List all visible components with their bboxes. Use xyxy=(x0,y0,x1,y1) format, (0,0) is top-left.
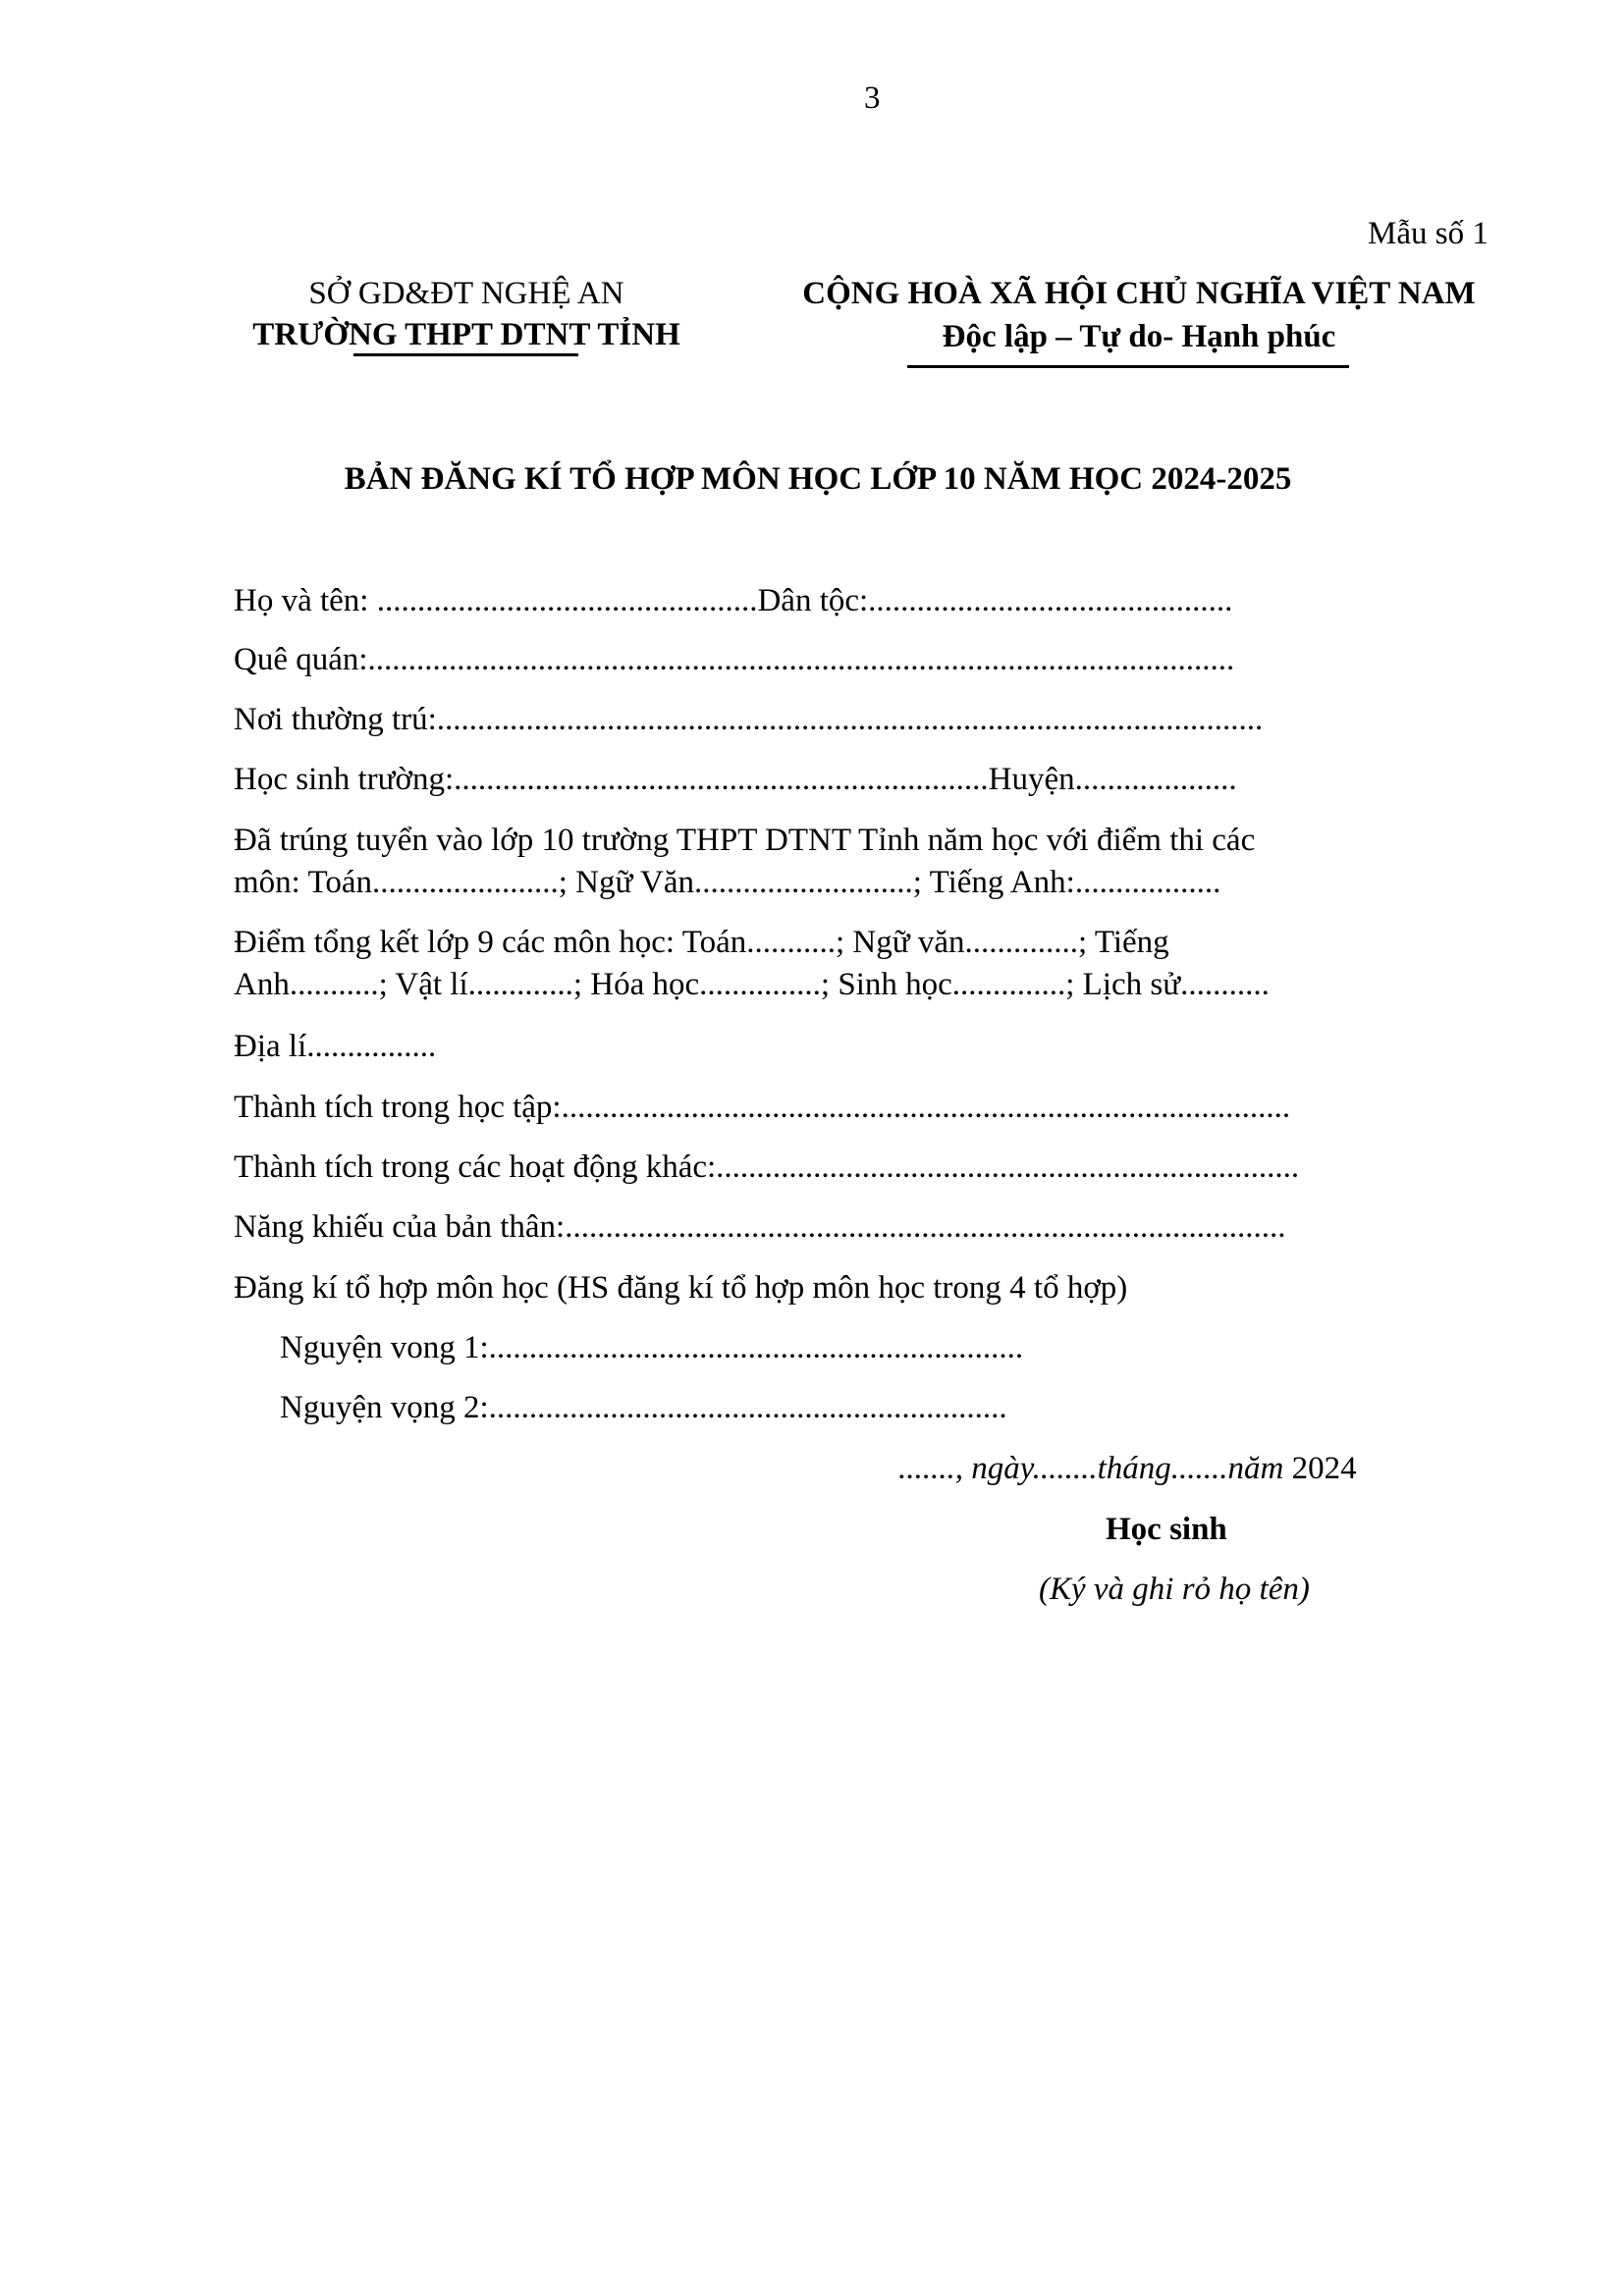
field-talents[interactable]: Năng khiếu của bản thân:......................................................................................... xyxy=(234,1209,1286,1245)
department-name: SỞ GD&ĐT NGHỆ AN xyxy=(308,276,624,311)
field-geography-score[interactable]: Địa lí................ xyxy=(234,1029,437,1064)
field-full-name-ethnicity[interactable]: Họ và tên: ...............................................Dân tộc:............................................. xyxy=(234,583,1233,618)
school-name: TRƯỜNG THPT DTNT TỈNH xyxy=(252,317,680,352)
form-title: BẢN ĐĂNG KÍ TỔ HỢP MÔN HỌC LỚP 10 NĂM HỌC 2024-2025 xyxy=(344,461,1292,497)
field-residence[interactable]: Nơi thường trú:...................................................................................................... xyxy=(234,702,1264,737)
signer-role: Học sinh xyxy=(1106,1512,1227,1547)
field-preference-1[interactable]: Nguyện vong 1:.................................................................. xyxy=(280,1330,1024,1365)
field-grade9-scores[interactable]: Anh...........; Vật lí.............; Hóa học...............; Sinh học..............; Lịch sử........... xyxy=(234,967,1270,1002)
admission-statement: Đã trúng tuyển vào lớp 10 trường THPT DTNT Tỉnh năm học với điểm thi các xyxy=(234,823,1256,858)
field-entrance-scores[interactable]: môn: Toán.......................; Ngữ Văn...........................; Tiếng Anh:.................. xyxy=(234,865,1221,900)
date-prefix: ......., ngày........tháng.......năm xyxy=(898,1451,1292,1486)
national-motto: Độc lập – Tự do- Hạnh phúc xyxy=(942,319,1336,354)
field-hometown[interactable]: Quê quán:........................................................................................................... xyxy=(234,642,1235,677)
national-title: CỘNG HOÀ XÃ HỘI CHỦ NGHĨA VIỆT NAM xyxy=(802,276,1476,311)
header-left-underline xyxy=(353,353,578,356)
field-school-district[interactable]: Học sinh trường:..................................................................Huyện.................... xyxy=(234,762,1237,797)
grade9-scores-label[interactable]: Điểm tổng kết lớp 9 các môn học: Toán...........; Ngữ văn..............; Tiếng xyxy=(234,925,1169,960)
field-other-achievements[interactable]: Thành tích trong các hoạt động khác:........................................................................ xyxy=(234,1149,1300,1185)
field-academic-achievements[interactable]: Thành tích trong học tập:.......................................................................................... xyxy=(234,1090,1291,1125)
signature-instruction: (Ký và ghi rỏ họ tên) xyxy=(1039,1572,1310,1607)
subject-combination-heading: Đăng kí tổ hợp môn học (HS đăng kí tổ hợp môn học trong 4 tổ hợp) xyxy=(234,1270,1128,1306)
field-preference-2[interactable]: Nguyện vọng 2:................................................................ xyxy=(280,1390,1007,1425)
header-right-underline xyxy=(907,365,1349,368)
form-code: Mẫu số 1 xyxy=(1368,216,1489,251)
signature-date[interactable] xyxy=(898,1453,1357,1485)
page-number: 3 xyxy=(864,80,881,116)
date-year: 2024 xyxy=(1291,1451,1357,1486)
